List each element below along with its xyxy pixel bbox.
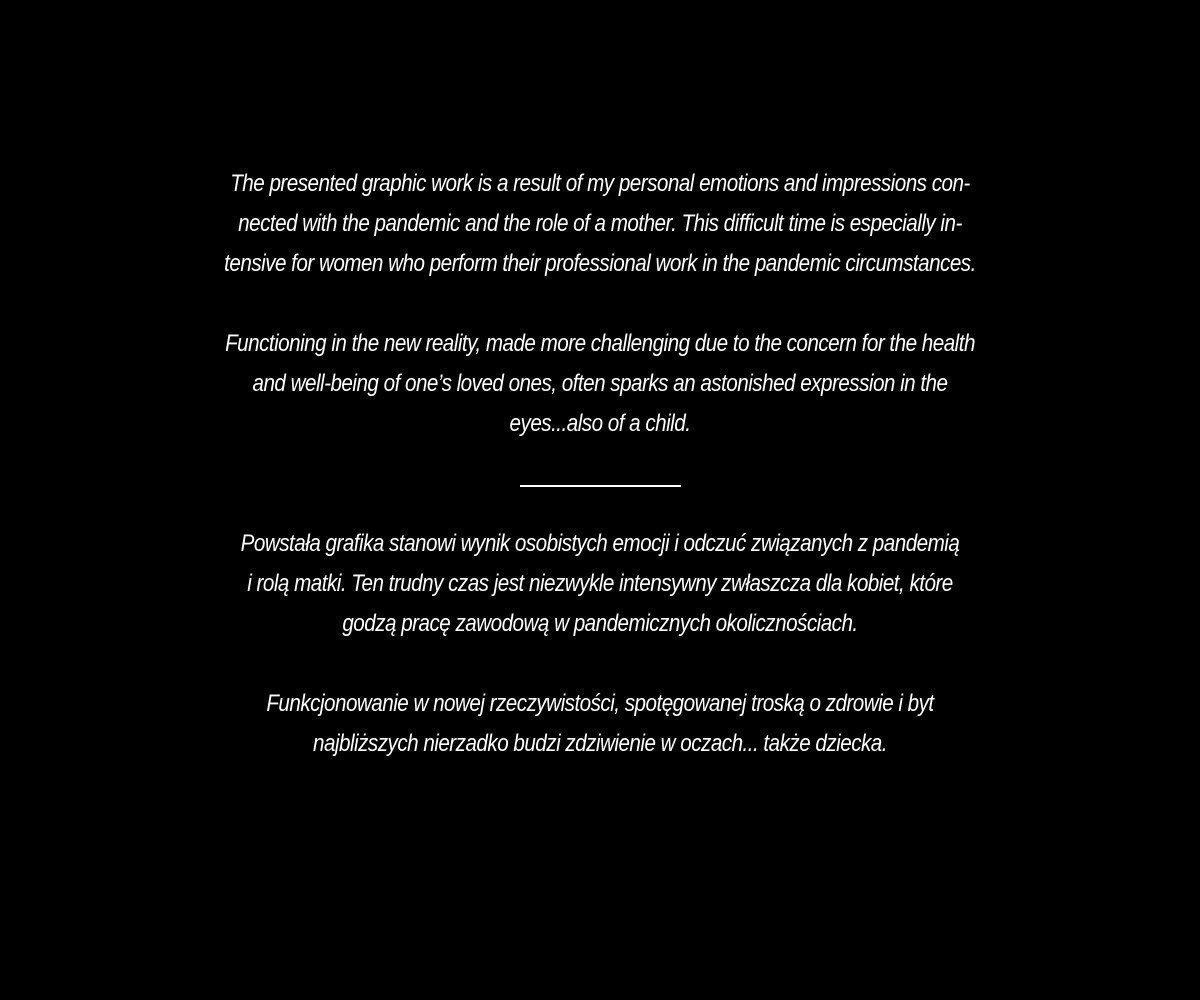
- text-line: i rolą matki. Ten trudny czas jest niezwykle intensywny zwłaszcza dla kobiet, które: [247, 570, 953, 597]
- polish-paragraph-1: [170, 524, 1030, 644]
- text-line: najbliższych nierzadko budzi zdziwienie w oczach... także dziecka.: [313, 730, 887, 757]
- text-line: Funkcjonowanie w nowej rzeczywistości, spotęgowanej troską o zdrowie i byt: [266, 690, 934, 717]
- text-line: The presented graphic work is a result of my personal emotions and impressions con-: [230, 170, 970, 197]
- text-line: godzą pracę zawodową w pandemicznych okolicznościach.: [342, 610, 858, 637]
- text-line: tensive for women who perform their professional work in the pandemic circumstances.: [224, 250, 976, 277]
- polish-paragraph-2: [170, 684, 1030, 764]
- english-paragraph-1: [170, 164, 1030, 284]
- text-line: Functioning in the new reality, made more challenging due to the concern for the health: [225, 330, 975, 357]
- text-line: Powstała grafika stanowi wynik osobistych emocji i odczuć związanych z pandemią: [240, 530, 960, 557]
- english-paragraph-2: [170, 324, 1030, 444]
- text-line: eyes...also of a child.: [509, 410, 691, 437]
- text-line: nected with the pandemic and the role of a mother. This difficult time is especially in-: [238, 210, 962, 237]
- text-line: and well-being of one’s loved ones, often sparks an astonished expression in the: [252, 370, 948, 397]
- section-divider: [520, 485, 681, 487]
